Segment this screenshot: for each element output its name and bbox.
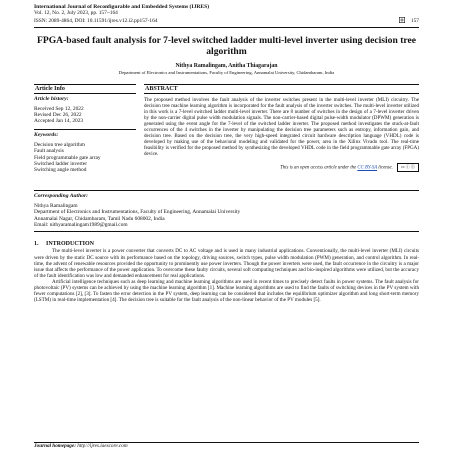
paper-title: FPGA-based fault analysis for 7-level switched ladder multi-level inverter using decision tree algorithm — [36, 35, 416, 58]
open-access-note — [144, 163, 419, 172]
open-access-prefix: This is an open access article under the — [280, 165, 358, 171]
cc-license-badge[interactable]: cc ⓘ ⓢ — [397, 163, 419, 172]
article-info-column — [34, 84, 136, 178]
keyword-item: Field programmable gate array — [34, 154, 101, 161]
header-rule — [34, 27, 419, 28]
abstract-column — [144, 84, 419, 178]
keyword-item: Switched ladder inverter — [34, 161, 87, 168]
section-number: 1. — [34, 241, 39, 248]
article-info-heading: Article Info — [34, 84, 136, 94]
history-accepted: Accepted Jan 14, 2023 — [34, 118, 84, 125]
corresponding-details — [34, 203, 419, 233]
crossmark-icon — [399, 17, 405, 25]
license-link[interactable]: CC BY-SA — [357, 165, 378, 171]
info-abstract-grid — [34, 84, 419, 178]
abstract-text: The proposed method involves the fault analysis of the inverter switches present in the multi-level inverter (MLI) circuitry. The decision tree machine learning algorithm is incorporated for the fault analysis of the inverter switches. The multi-level inverter utilized in this work is a 7-level switched ladder multi-level inverter. There are 8 number of switches in the design of a 7-level inverter driven by the non-carrier digital pulse width modulation signals. The non-carrier-based digital pulse-width modulator (DPWM) generation is generated using the event angle for the 7-level of the switched ladder inverter. The proposed method investigates the stuck-at-fault occurrences of the 4 switches in the inverter by manipulating the decision tree parameters such as entropy, information gain, and decision tree. Based on the decision tree, the very high-speed integrated circuit hardware description language (VHDL) code is developed by making use of the behavioral modeling and validated for the power, area in the Xilinx Vivado tool. The real-time feasibility is verified for the proposed method by synthesizing the developed VHDL code in the field programmable gate array (FPGA) device. — [144, 96, 419, 158]
page-number: 157 — [410, 17, 419, 24]
abstract-heading: ABSTRACT — [144, 84, 419, 94]
page-footer — [34, 442, 419, 450]
issn-doi: ISSN: 2089-4864, DOI: 10.11591/ijres.v12.i2.pp157-164 — [34, 17, 158, 24]
section-title: INTRODUCTION — [46, 241, 95, 248]
history-received: Received Sep 12, 2022 — [34, 105, 84, 112]
corresponding-name: Nithya Ramalingam — [34, 202, 78, 209]
intro-paragraph: Artificial intelligence techniques such as deep learning and machine learning algorithms are used in recent times to precisely detect faults in power systems. The fault analysis for photovoltaic (PV) systems can be achieved by using the machine learning algorithm [1]. Machine learning algorithms are used to find the faults of switching devices in the PV system with fewer computations [2], [3]. To fasten the error detection in the PV system, deep learning can be considered that includes the equilibrium optimizer algorithm and long short-term memory (LSTM) in real-time implementation [4]. The decision tree is suitable for the fault analysis of the non-linear behavior of the PV modules [5]. — [34, 278, 419, 304]
journal-name: International Journal of Reconfigurable and Embedded Systems (IJRES) — [34, 4, 210, 10]
article-history-list — [34, 106, 136, 129]
history-revised: Revised Dec 26, 2022 — [34, 112, 82, 119]
journal-homepage-link[interactable]: http://ijres.iaescore.com — [77, 443, 128, 449]
page-number-group — [399, 17, 419, 25]
volume-info: Vol. 12, No. 2, July 2023, pp. 157~164 — [34, 10, 118, 17]
corresponding-department: Department of Electronics and Instrumentations, Faculty of Engineering, Annamalai University — [34, 209, 241, 216]
article-history-box — [34, 96, 136, 130]
introduction-body — [34, 248, 419, 303]
corresponding-heading: Corresponding Author: — [34, 192, 89, 199]
corresponding-email[interactable]: Email: nithyaramalingam1989@gmail.com — [34, 222, 128, 229]
keywords-heading: Keywords: — [34, 131, 59, 138]
keyword-item: Decision tree algorithm — [34, 141, 85, 148]
footer-label: Journal homepage: — [34, 443, 76, 449]
open-access-suffix: license. — [377, 165, 393, 171]
keyword-item: Switching angle method — [34, 167, 87, 174]
keywords-box — [34, 132, 136, 178]
article-history-heading: Article history: — [34, 95, 69, 102]
intro-paragraph: The multi-level inverter is a power converter that converts DC to AC voltage and is used in many industrial applications. Conventionally, the multi-level inverter (MLI) circuits were driven by the static DC source with its performance based on the topology, driving sources, switch types, pulse width modulation (PWM) generation, and control algorithm. In real-time, the advent of renewable resources provided the opportunity to prominently use power inverters. Though the power inverters were used, the fault occurrence in the circuitry is a major issue that affects the performance of the power application. To overcome these faulty circuits, several soft computing techniques and bio-inspired algorithms were utilized, but the accuracy of the fault identification was low and demanded enhancement for real applications. — [34, 248, 419, 279]
keywords-list — [34, 142, 136, 178]
paper-affiliation: Department of Electronics and Instrumentations, Faculty of Engineering, Annamalai University, Chidambaram, India — [118, 70, 335, 76]
keyword-item: Fault analysis — [34, 148, 64, 155]
paper-authors: Nithya Ramalingam, Anitha Thiagarajan — [175, 63, 278, 70]
issn-row — [34, 17, 419, 25]
corresponding-address: Annamalai Nagar, Chidambaram, Tamil Nadu 608002, India — [34, 215, 165, 222]
corresponding-author-box — [34, 190, 419, 233]
